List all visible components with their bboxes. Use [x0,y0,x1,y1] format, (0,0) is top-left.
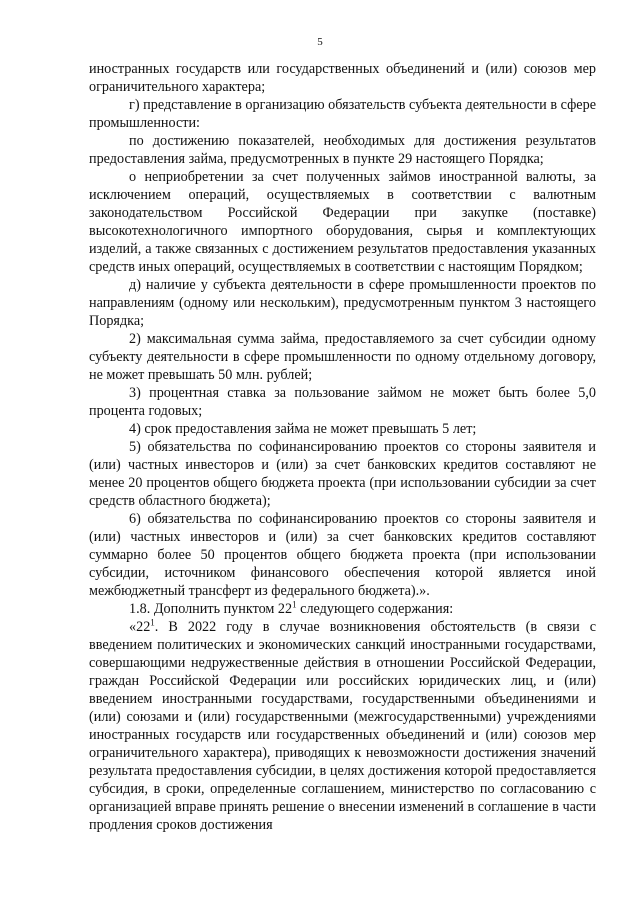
paragraph-8: 4) срок предоставления займа не может превышать 5 лет; [129,421,477,437]
new-clause-text: . В 2022 году в случае возникновения обстоятельств (в связи с введением политических и экономических санкций иностранными государствами, совершающими недружественные действия в отношении Российской Федерации, граждан Российской Федерации или российских юридических лиц, и (или) введением иностранными государствами, государственными объединениями и (или) союзами и (или) государственными (межгосударственными) учреждениями иностранных государств или государственных объединений и (или) союзов мер ограничительного характера), приводящих к невозможности достижения значений результата предоставления субсидии, в целях достижения которой предоставляется субсидия, в сроки, определенные соглашением, министерство по согласованию с организацией вправе принять решение о внесении изменений в соглашение в части продления сроков достижения [89,619,596,833]
paragraph-10: 6) обязательства по софинансированию проектов со стороны заявителя и (или) частных инвесторов и (или) за счет банковских кредитов составляют суммарно более 50 процентов общего бюджета проекта (при использовании субсидии, источником финансового обеспечения которой является иной межбюджетный трансферт из федерального бюджета).». [89,511,596,599]
document-body [89,60,596,834]
amendment-superscript: 1 [292,599,297,610]
paragraph-2: г) представление в организацию обязательств субъекта деятельности в сфере промышленности: [89,97,596,131]
paragraph-1: иностранных государств или государственных объединений и (или) союзов мер ограничительного характера; [89,61,596,95]
paragraph-6: 2) максимальная сумма займа, предоставляемого за счет субсидии одному субъекту деятельности в сфере промышленности по одному отдельному договору, не может превышать 50 млн. рублей; [89,331,596,383]
paragraph-9: 5) обязательства по софинансированию проектов со стороны заявителя и (или) частных инвесторов и (или) за счет банковских кредитов составляют не менее 20 процентов общего бюджета проекта (при использовании субсидии за счет средств областного бюджета); [89,439,596,509]
paragraph-5: д) наличие у субъекта деятельности в сфере промышленности проектов по направлениям (одному или нескольким), предусмотренным пунктом 3 настоящего Порядка; [89,277,596,329]
amendment-text-before: 1.8. Дополнить пунктом 22 [129,601,293,617]
new-clause-paragraph [89,618,596,834]
paragraph-7: 3) процентная ставка за пользование займом не может быть более 5,0 процента годовых; [89,385,596,419]
amendment-text-after: следующего содержания: [296,601,454,617]
paragraph-4: о неприобретении за счет полученных займов иностранной валюты, за исключением операций, осуществляемых в соответствии с валютным законодательством Российской Федерации при закупке (поставке) высокотехнологичного импортного оборудования, сырья и комплектующих изделий, а также связанных с достижением результатов предоставления указанных средств иных операций, осуществляемых в соответствии с настоящим Порядком; [89,169,596,275]
new-clause-open: «22 [129,619,151,635]
amendment-instruction [89,600,596,618]
new-clause-superscript: 1 [150,617,155,628]
paragraph-3: по достижению показателей, необходимых для достижения результатов предоставления займа, предусмотренных в пункте 29 настоящего Порядка; [89,133,596,167]
page-number: 5 [317,36,323,48]
